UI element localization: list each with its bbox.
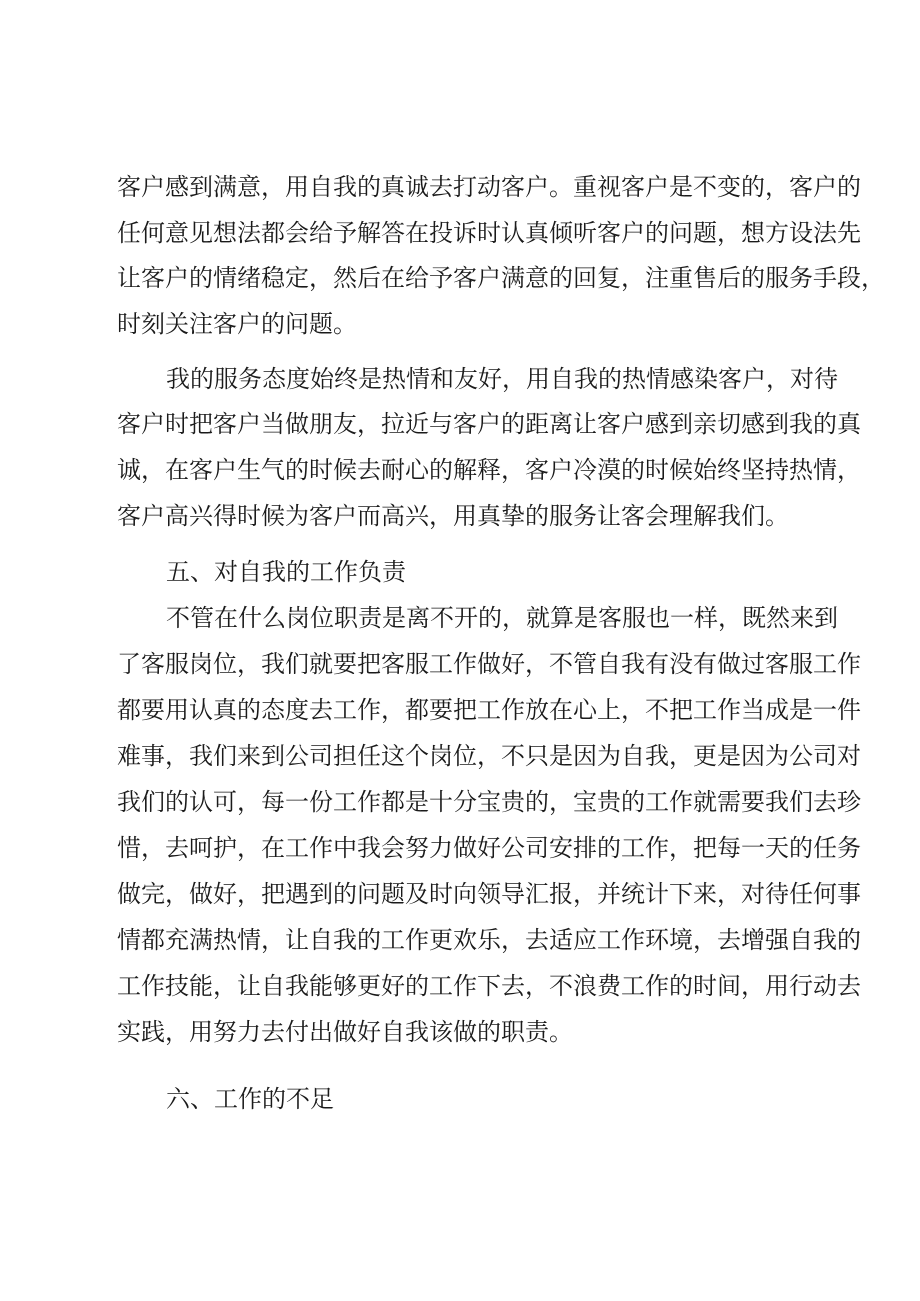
- paragraph-1-line-4: 时刻关注客户的问题。: [117, 310, 357, 338]
- paragraph-3-line-8: 情都充满热情，让自我的工作更欢乐，去适应工作环境，去增强自我的: [117, 926, 861, 954]
- paragraph-2-line-2: 客户时把客户当做朋友，拉近与客户的距离让客户感到亲切感到我的真: [117, 410, 861, 438]
- paragraph-3-line-6: 惜，去呵护，在工作中我会努力做好公司安排的工作，把每一天的任务: [117, 834, 861, 862]
- paragraph-3-line-10: 实践，用努力去付出做好自我该做的职责。: [117, 1018, 573, 1046]
- paragraph-3-line-5: 我们的认可，每一份工作都是十分宝贵的，宝贵的工作就需要我们去珍: [117, 788, 861, 816]
- section-heading-6: 六、工作的不足: [166, 1085, 334, 1113]
- paragraph-1-line-2: 任何意见想法都会给予解答在投诉时认真倾听客户的问题，想方设法先: [117, 219, 861, 247]
- paragraph-1-line-3: 让客户的情绪稳定，然后在给予客户满意的回复，注重售后的服务手段，: [117, 264, 885, 292]
- paragraph-3-line-9: 工作技能，让自我能够更好的工作下去，不浪费工作的时间，用行动去: [117, 972, 861, 1000]
- paragraph-1-line-1: 客户感到满意，用自我的真诚去打动客户。重视客户是不变的，客户的: [117, 173, 861, 201]
- paragraph-3-line-3: 都要用认真的态度去工作，都要把工作放在心上，不把工作当成是一件: [117, 696, 861, 724]
- section-heading-5: 五、对自我的工作负责: [166, 558, 406, 586]
- paragraph-2-line-1: 我的服务态度始终是热情和友好，用自我的热情感染客户，对待: [166, 365, 838, 393]
- paragraph-3-line-1: 不管在什么岗位职责是离不开的，就算是客服也一样，既然来到: [166, 604, 838, 632]
- paragraph-2-line-4: 客户高兴得时候为客户而高兴，用真挚的服务让客会理解我们。: [117, 502, 789, 530]
- paragraph-3-line-4: 难事，我们来到公司担任这个岗位，不只是因为自我，更是因为公司对: [117, 742, 861, 770]
- paragraph-2-line-3: 诚，在客户生气的时候去耐心的解释，客户冷漠的时候始终坚持热情，: [117, 456, 861, 484]
- paragraph-3-line-2: 了客服岗位，我们就要把客服工作做好，不管自我有没有做过客服工作: [117, 650, 861, 678]
- paragraph-3-line-7: 做完，做好，把遇到的问题及时向领导汇报，并统计下来，对待任何事: [117, 880, 861, 908]
